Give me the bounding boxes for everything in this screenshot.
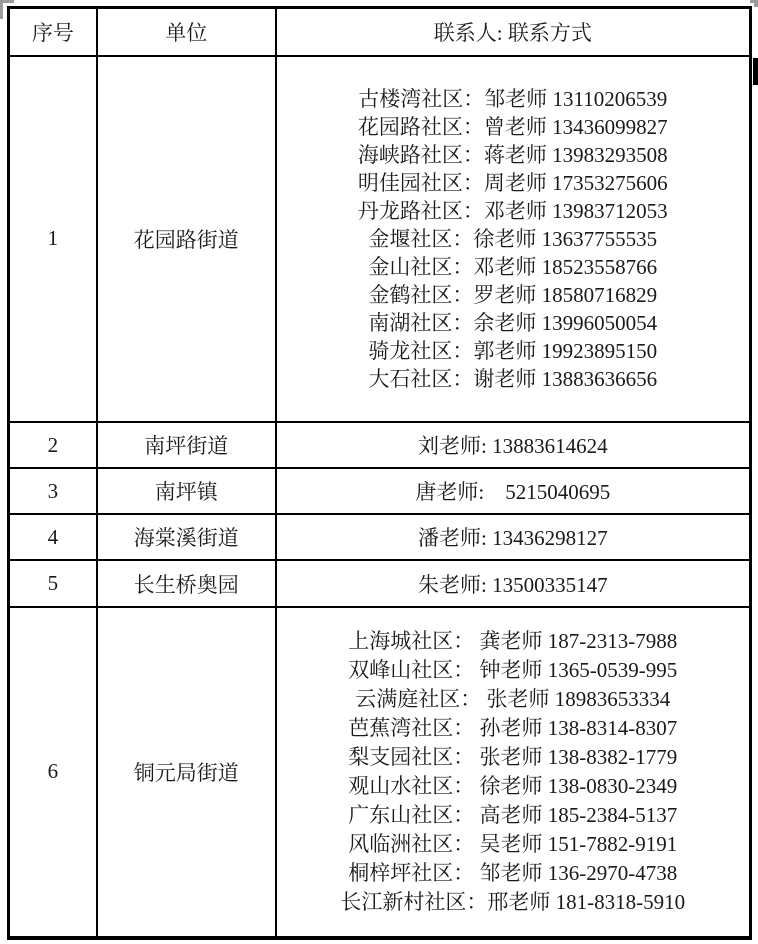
contact-line: 观山水社区： 徐老师 138-0830-2349 [348, 773, 678, 798]
contact-line: 朱老师: 13500335147 [417, 572, 608, 597]
unit-cell: 铜元局街道 [97, 607, 276, 938]
unit-cell: 南坪镇 [97, 468, 276, 514]
contact-line: 广东山社区： 高老师 185-2384-5137 [348, 802, 678, 827]
row-number-cell: 3 [9, 468, 97, 514]
contact-line: 古楼湾社区：邹老师 13110206539 [358, 86, 668, 111]
contact-line: 丹龙路社区：邓老师 13983712053 [357, 198, 668, 223]
header-cell-contact: 联系人: 联系方式 [276, 8, 751, 56]
contact-line: 骑龙社区：郭老师 19923895150 [368, 338, 658, 363]
unit-cell: 花园路街道 [97, 56, 276, 422]
table-row [9, 514, 751, 560]
contact-line: 刘老师: 13883614624 [417, 434, 608, 459]
contacts-cell [276, 560, 751, 606]
table-row [9, 607, 751, 938]
contact-line: 海峡路社区：蒋老师 13983293508 [357, 142, 668, 167]
table-row [9, 56, 751, 422]
contact-line: 金鹤社区：罗老师 18580716829 [368, 282, 658, 307]
contacts-cell [276, 607, 751, 938]
contact-line: 长江新村社区：邢老师 181-8318-5910 [340, 889, 686, 914]
contact-line: 南湖社区：余老师 13996050054 [368, 310, 658, 335]
page-corner-mark-top-left [0, 0, 14, 3]
contacts-cell [276, 514, 751, 560]
right-edge-black-mark [753, 58, 758, 85]
row-number-cell: 1 [9, 56, 97, 422]
contact-line: 双峰山社区： 钟老师 1365-0539-995 [348, 657, 678, 682]
contact-line: 芭蕉湾社区： 孙老师 138-8314-8307 [348, 715, 678, 740]
row-number-cell: 5 [9, 560, 97, 606]
contact-table [7, 6, 752, 940]
contact-line: 唐老师: 5215040695 [415, 480, 611, 505]
unit-cell: 海棠溪街道 [97, 514, 276, 560]
unit-cell: 长生桥奥园 [97, 560, 276, 606]
row-number-cell: 6 [9, 607, 97, 938]
contact-line: 桐梓坪社区： 邹老师 136-2970-4738 [348, 860, 678, 885]
table-row [9, 468, 751, 514]
contact-line: 梨支园社区： 张老师 138-8382-1779 [348, 744, 678, 769]
contacts-cell [276, 468, 751, 514]
contact-line: 金山社区：邓老师 18523558766 [368, 254, 658, 279]
table-header-row [9, 8, 751, 56]
contact-line: 云满庭社区： 张老师 18983653334 [355, 686, 671, 711]
contacts-cell [276, 56, 751, 422]
table-row [9, 560, 751, 606]
header-cell-index: 序号 [9, 8, 97, 56]
contact-line: 金堰社区：徐老师 13637755535 [368, 226, 658, 251]
row-number-cell: 4 [9, 514, 97, 560]
row-number-cell: 2 [9, 422, 97, 468]
page-corner-mark-top-right [754, 0, 758, 7]
contact-line: 上海城社区： 龚老师 187-2313-7988 [348, 628, 678, 653]
contact-line: 大石社区：谢老师 13883636656 [368, 366, 658, 391]
table-row [9, 422, 751, 468]
contact-line: 明佳园社区：周老师 17353275606 [357, 170, 668, 195]
contact-line: 风临洲社区： 吴老师 151-7882-9191 [348, 831, 678, 856]
contact-line: 潘老师: 13436298127 [417, 526, 608, 551]
contact-line: 花园路社区：曾老师 13436099827 [357, 114, 668, 139]
header-cell-unit: 单位 [97, 8, 276, 56]
unit-cell: 南坪街道 [97, 422, 276, 468]
contacts-cell [276, 422, 751, 468]
